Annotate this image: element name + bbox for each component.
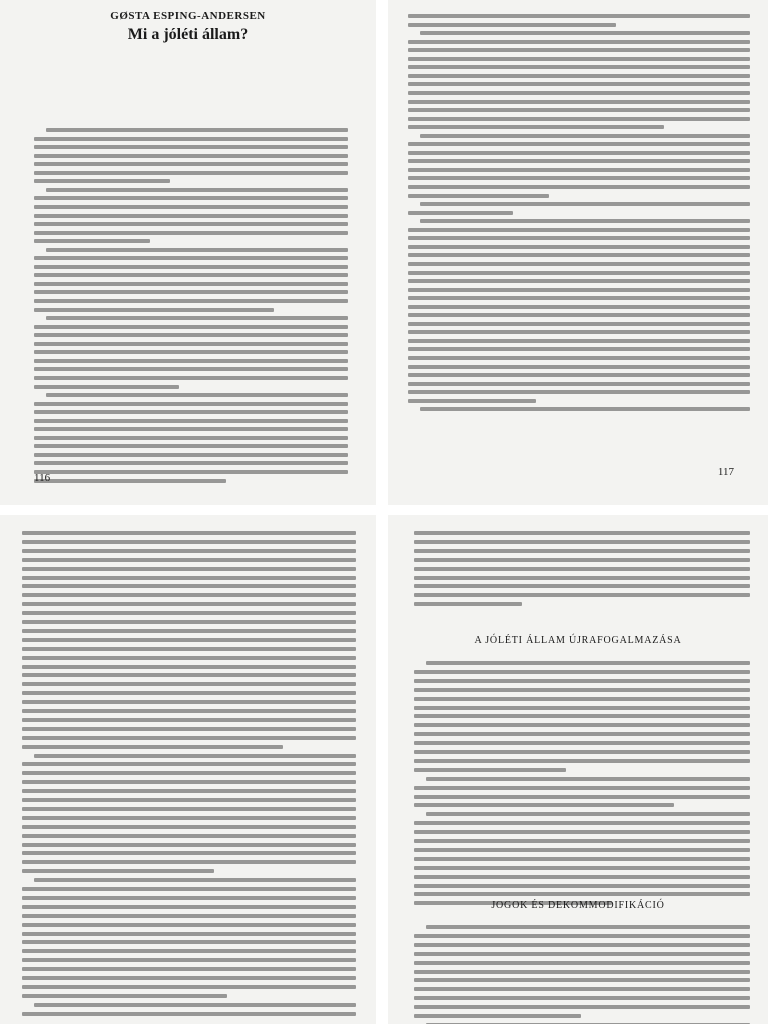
text-line [414,732,750,736]
text-line [414,952,750,956]
text-line [408,245,750,249]
text-line [408,100,750,104]
text-line [34,385,179,389]
text-line [408,211,513,215]
text-line [408,253,750,257]
text-line [34,1003,356,1007]
text-line [22,647,356,651]
text-line [414,970,750,974]
text-line [22,1012,356,1016]
text-line [34,145,348,149]
text-line [22,567,356,571]
text-line [420,407,750,411]
text-line [22,682,356,686]
text-line [414,821,750,825]
text-line [34,231,348,235]
text-line [408,82,750,86]
text-line [408,142,750,146]
text-line [414,584,750,588]
page-gutter [0,505,768,515]
text-line [414,576,750,580]
text-line [414,795,750,799]
text-line [22,771,356,775]
text-line [34,299,348,303]
book-page [0,515,376,1024]
text-line [414,768,566,772]
text-line [34,419,348,423]
text-line [414,892,750,896]
text-line [408,57,750,61]
text-line [408,91,750,95]
text-line [408,40,750,44]
text-line [22,558,356,562]
text-line [414,1005,750,1009]
text-line [414,593,750,597]
text-line [408,236,750,240]
page-number: 117 [717,466,734,478]
text-line [414,549,750,553]
text-line [414,987,750,991]
page-number: 116 [34,472,51,484]
text-line [22,780,356,784]
text-line [22,896,356,900]
text-line [414,567,750,571]
text-line [426,661,750,665]
text-line [22,584,356,588]
text-line [22,825,356,829]
text-line [408,322,750,326]
text-line [408,365,750,369]
text-line [414,697,750,701]
text-line [22,576,356,580]
text-line [414,786,750,790]
text-line [34,162,348,166]
text-line [34,453,348,457]
text-line [414,857,750,861]
text-line [22,727,356,731]
text-line [408,296,750,300]
section-heading: JOGOK ÉS DEKOMMODIFIKÁCIÓ [491,900,665,911]
text-line [34,325,348,329]
text-line [408,125,664,129]
text-line [34,461,348,465]
text-line [22,949,356,953]
text-line [22,807,356,811]
text-line [408,356,750,360]
text-line [22,549,356,553]
text-line [22,673,356,677]
text-line [46,128,348,132]
text-line [414,961,750,965]
text-line [414,830,750,834]
text-line [414,978,750,982]
text-line [22,834,356,838]
text-line [408,185,750,189]
text-line [408,305,750,309]
chapter-title: Mi a jóléti állam? [127,26,249,43]
text-line [408,313,750,317]
text-line [408,194,549,198]
text-line [22,540,356,544]
text-line [34,179,170,183]
text-line [408,279,750,283]
text-line [22,620,356,624]
text-line [408,382,750,386]
text-line [22,629,356,633]
book-page-116 [0,0,376,505]
text-line [34,308,274,312]
text-line [408,151,750,155]
text-line [414,1014,581,1018]
text-line [22,940,356,944]
text-line [22,638,356,642]
text-line [34,350,348,354]
text-line [22,798,356,802]
text-line [414,866,750,870]
text-line [408,14,750,18]
text-line [34,342,348,346]
text-line [22,905,356,909]
text-line [22,691,356,695]
text-line [46,393,348,397]
text-line [34,359,348,363]
book-page-117 [388,0,768,505]
text-line [414,688,750,692]
text-line [34,376,348,380]
text-line [414,875,750,879]
text-line [420,219,750,223]
text-line [408,339,750,343]
text-line [34,410,348,414]
text-line [22,869,214,873]
text-line [414,943,750,947]
text-line [426,812,750,816]
text-line [408,271,750,275]
text-line [414,723,750,727]
text-line [22,985,356,989]
text-line [22,843,356,847]
text-line [420,31,750,35]
text-line [34,754,356,758]
text-line [34,265,348,269]
text-line [34,470,348,474]
text-line [34,282,348,286]
text-line [414,741,750,745]
text-line [408,176,750,180]
text-line [34,367,348,371]
text-line [414,759,750,763]
text-line [414,996,750,1000]
text-line [426,925,750,929]
text-line [34,256,348,260]
text-line [414,884,750,888]
section-heading: A JÓLÉTI ÁLLAM ÚJRAFOGALMAZÁSA [474,635,682,646]
text-line [34,333,348,337]
text-line [408,373,750,377]
text-line [22,958,356,962]
text-line [22,736,356,740]
text-line [414,670,750,674]
text-line [408,23,616,27]
text-line [414,531,750,535]
text-line [22,914,356,918]
text-line [414,803,674,807]
text-line [420,202,750,206]
text-line [22,994,227,998]
text-line [34,137,348,141]
text-line [34,222,348,226]
text-line [414,679,750,683]
text-line [34,444,348,448]
book-page [388,515,768,1024]
text-line [408,228,750,232]
text-line [22,602,356,606]
text-line [408,347,750,351]
text-line [22,887,356,891]
text-line [22,789,356,793]
text-line [408,159,750,163]
text-line [408,48,750,52]
text-line [34,878,356,882]
text-line [34,214,348,218]
text-line [414,934,750,938]
text-line [34,427,348,431]
text-line [414,602,522,606]
text-line [414,848,750,852]
text-line [414,714,750,718]
text-line [22,656,356,660]
text-line [34,154,348,158]
text-line [408,262,750,266]
text-line [408,399,536,403]
text-line [22,967,356,971]
text-line [22,932,356,936]
text-line [34,171,348,175]
text-line [22,665,356,669]
text-line [34,290,348,294]
text-line [414,839,750,843]
text-line [34,402,348,406]
text-line [34,436,348,440]
text-line [22,762,356,766]
text-line [414,706,750,710]
text-line [34,239,150,243]
text-line [22,611,356,615]
text-line [22,709,356,713]
text-line [408,288,750,292]
text-line [22,718,356,722]
author-name: GØSTA ESPING-ANDERSEN [110,10,266,22]
text-line [414,558,750,562]
text-line [408,390,750,394]
text-line [408,330,750,334]
text-line [22,923,356,927]
text-line [34,273,348,277]
text-line [22,593,356,597]
text-line [46,188,348,192]
text-line [34,196,348,200]
text-line [22,700,356,704]
text-line [22,851,356,855]
text-line [426,777,750,781]
text-line [46,316,348,320]
text-line [408,108,750,112]
text-line [408,74,750,78]
text-line [22,745,283,749]
text-line [408,65,750,69]
text-line [414,750,750,754]
text-line [22,860,356,864]
text-line [22,976,356,980]
text-line [414,540,750,544]
text-line [408,117,750,121]
text-line [420,134,750,138]
text-line [34,205,348,209]
text-line [34,479,226,483]
text-line [22,816,356,820]
text-line [22,531,356,535]
text-line [408,168,750,172]
text-line [46,248,348,252]
